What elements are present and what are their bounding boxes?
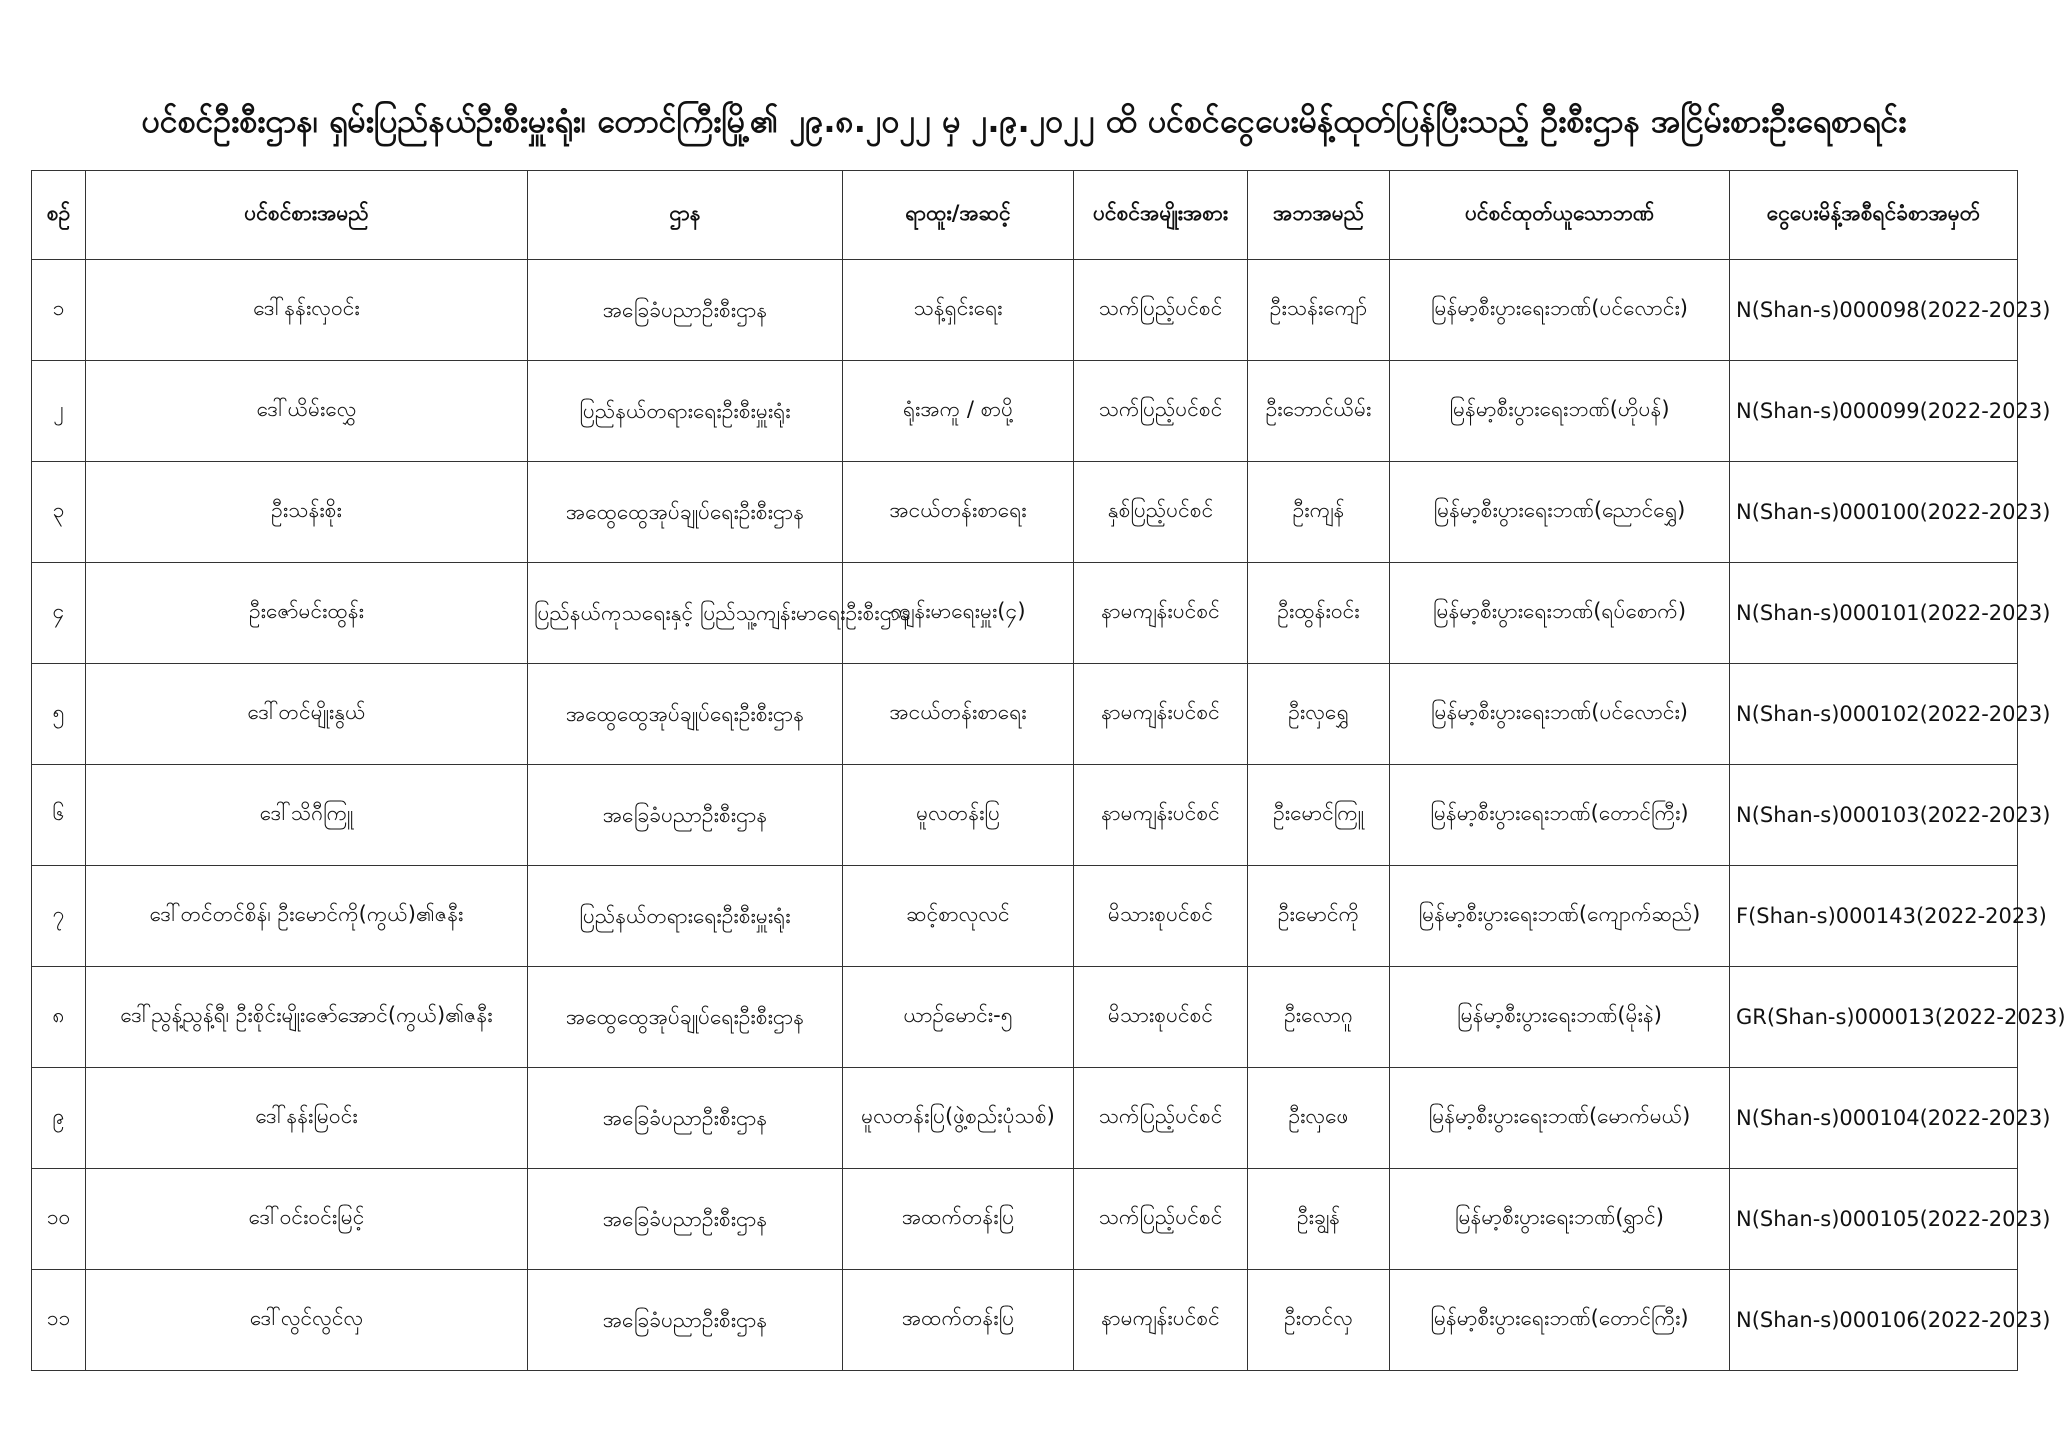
cell-dept: အခြေခံပညာဦးစီးဌာန [528,1068,843,1169]
table-row [32,1169,2018,1270]
cell-order-no: N(Shan-s)000105(2022-2023) [1730,1169,2018,1270]
cell-order-no: N(Shan-s)000104(2022-2023) [1730,1068,2018,1169]
table-row [32,866,2018,967]
cell-father: ဦးမောင်ကြူ [1248,765,1390,866]
cell-father: ဦးဘောင်ယိမ်း [1248,361,1390,462]
cell-pension-type: သက်ပြည့်ပင်စင် [1074,1068,1248,1169]
cell-pension-type: သက်ပြည့်ပင်စင် [1074,1169,1248,1270]
cell-dept: အခြေခံပညာဦးစီးဌာန [528,260,843,361]
cell-position: ယာဉ်မောင်း-၅ [843,967,1074,1068]
cell-no: ၆ [32,765,86,866]
cell-order-no: F(Shan-s)000143(2022-2023) [1730,866,2018,967]
cell-no: ၂ [32,361,86,462]
table-body [32,260,2066,1371]
cell-bank: မြန်မာ့စီးပွားရေးဘဏ်(ကျောက်ဆည်) [1390,866,1730,967]
cell-position: အငယ်တန်းစာရေး [843,462,1074,563]
cell-bank: မြန်မာ့စီးပွားရေးဘဏ်(တောင်ကြီး) [1390,765,1730,866]
cell-pension-type: နာမကျန်းပင်စင် [1074,765,1248,866]
table-row [32,462,2018,563]
cell-bank: မြန်မာ့စီးပွားရေးဘဏ်(မိုးနဲ) [1390,967,1730,1068]
cell-pension-type: မိသားစုပင်စင် [1074,967,1248,1068]
cell-bank: မြန်မာ့စီးပွားရေးဘဏ်(ပင်လောင်း) [1390,664,1730,765]
header-pension-type: ပင်စင်အမျိုးအစား [1074,171,1248,260]
cell-dept: အခြေခံပညာဦးစီးဌာန [528,1270,843,1371]
cell-name: ဒေါ်ညွန့်ညွန့်ရီ၊ ဦးစိုင်းမျိုးဇော်အောင်(ကွယ်)၏ဇနီး [86,967,528,1068]
pension-list-table [31,170,2066,1371]
cell-order-no: N(Shan-s)000100(2022-2023) [1730,462,2018,563]
cell-name: ဒေါ်သိဂီကြူ [86,765,528,866]
cell-name: ဒေါ်နန်းမြဝင်း [86,1068,528,1169]
cell-father: ဦးကျန် [1248,462,1390,563]
header-father: အဘအမည် [1248,171,1390,260]
cell-bank: မြန်မာ့စီးပွားရေးဘဏ်(ညောင်ရွှေ) [1390,462,1730,563]
cell-name: ဒေါ်ယိမ်းလွှေ [86,361,528,462]
cell-father: ဦးလှဖေ [1248,1068,1390,1169]
table-row [32,765,2018,866]
table-row [32,664,2018,765]
cell-dept: အခြေခံပညာဦးစီးဌာန [528,765,843,866]
cell-position: မူလတန်းပြ(ဖွဲ့စည်းပုံသစ်) [843,1068,1074,1169]
cell-no: ၈ [32,967,86,1068]
page-title: ပင်စင်ဦးစီးဌာန၊ ရှမ်းပြည်နယ်ဦးစီးမှူးရုံး၊ တောင်ကြီးမြို့၏ ၂၉.၈.၂၀၂၂ မှ ၂.၉.၂၀၂၂ ထိ ပင်စင်ငွေပေးမိန့်ထုတ်ပြန်ပြီးသည့် ဦးစီးဌာန အငြိမ်းစားဦးရေစာရင်း [141,102,1907,140]
cell-no: ၉ [32,1068,86,1169]
cell-father: ဦးထွန်းဝင်း [1248,563,1390,664]
header-order-no: ငွေပေးမိန့်အစီရင်ခံစာအမှတ် [1730,171,2018,260]
cell-pension-type: နှစ်ပြည့်ပင်စင် [1074,462,1248,563]
cell-position: ရုံးအကူ / စာပို့ [843,361,1074,462]
cell-bank: မြန်မာ့စီးပွားရေးဘဏ်(ပင်လောင်း) [1390,260,1730,361]
cell-order-no: N(Shan-s)000099(2022-2023) [1730,361,2018,462]
cell-name: ဦးသန်းစိုး [86,462,528,563]
cell-no: ၅ [32,664,86,765]
cell-bank: မြန်မာ့စီးပွားရေးဘဏ်(ရွှာင်) [1390,1169,1730,1270]
table-row [32,260,2018,361]
cell-father: ဦးလှရွှေ [1248,664,1390,765]
header-name: ပင်စင်စားအမည် [86,171,528,260]
table-row [32,361,2018,462]
cell-pension-type: နာမကျန်းပင်စင် [1074,1270,1248,1371]
cell-father: ဦးချွန် [1248,1169,1390,1270]
cell-position: အထက်တန်းပြ [843,1270,1074,1371]
header-position: ရာထူး/အဆင့် [843,171,1074,260]
cell-no: ၇ [32,866,86,967]
cell-dept: ပြည်နယ်ကုသရေးနှင့် ပြည်သူ့ကျန်းမာရေးဦးစီးဌာန [528,563,843,664]
cell-pension-type: မိသားစုပင်စင် [1074,866,1248,967]
cell-order-no: N(Shan-s)000102(2022-2023) [1730,664,2018,765]
header-bank: ပင်စင်ထုတ်ယူသောဘဏ် [1390,171,1730,260]
cell-no: ၁၁ [32,1270,86,1371]
cell-father: ဦးလောဂူ [1248,967,1390,1068]
table-row [32,1068,2018,1169]
cell-order-no: N(Shan-s)000103(2022-2023) [1730,765,2018,866]
cell-position: အငယ်တန်းစာရေး [843,664,1074,765]
table-row [32,1270,2018,1371]
cell-position: မူလတန်းပြ [843,765,1074,866]
table-row [32,967,2018,1068]
cell-position: သန့်ရှင်းရေး [843,260,1074,361]
cell-name: ဒေါ်လွင်လွင်လှ [86,1270,528,1371]
cell-pension-type: နာမကျန်းပင်စင် [1074,664,1248,765]
cell-bank: မြန်မာ့စီးပွားရေးဘဏ်(ရပ်စောက်) [1390,563,1730,664]
cell-dept: ပြည်နယ်တရားရေးဦးစီးမှူးရုံး [528,866,843,967]
cell-name: ဒေါ်ဝင်းဝင်းမြင့် [86,1169,528,1270]
cell-no: ၄ [32,563,86,664]
cell-name: ဒေါ်နန်းလှဝင်း [86,260,528,361]
header-dept: ဌာန [528,171,843,260]
cell-pension-type: နာမကျန်းပင်စင် [1074,563,1248,664]
cell-father: ဦးမောင်ကို [1248,866,1390,967]
cell-name: ဦးဇော်မင်းထွန်း [86,563,528,664]
cell-pension-type: သက်ပြည့်ပင်စင် [1074,361,1248,462]
cell-no: ၁ [32,260,86,361]
table-row [32,563,2018,664]
cell-name: ဒေါ်တင်မျိုးနွယ် [86,664,528,765]
cell-order-no: N(Shan-s)000106(2022-2023) [1730,1270,2018,1371]
cell-dept: အထွေထွေအုပ်ချုပ်ရေးဦးစီးဌာန [528,967,843,1068]
cell-bank: မြန်မာ့စီးပွားရေးဘဏ်(မောက်မယ်) [1390,1068,1730,1169]
cell-no: ၃ [32,462,86,563]
header-no: စဉ် [32,171,86,260]
cell-position: ကျန်းမာရေးမှူး(၄) [843,563,1074,664]
cell-position: ဆင့်စာလုလင် [843,866,1074,967]
table-header-row [32,171,2018,260]
cell-father: ဦးသန်းကျော် [1248,260,1390,361]
cell-father: ဦးတင်လှ [1248,1270,1390,1371]
cell-order-no: N(Shan-s)000101(2022-2023) [1730,563,2018,664]
cell-dept: အထွေထွေအုပ်ချုပ်ရေးဦးစီးဌာန [528,462,843,563]
cell-order-no: N(Shan-s)000098(2022-2023) [1730,260,2018,361]
cell-dept: အထွေထွေအုပ်ချုပ်ရေးဦးစီးဌာန [528,664,843,765]
cell-position: အထက်တန်းပြ [843,1169,1074,1270]
cell-dept: ပြည်နယ်တရားရေးဦးစီးမှူးရုံး [528,361,843,462]
cell-order-no: GR(Shan-s)000013(2022-2023) [1730,967,2018,1068]
cell-dept: အခြေခံပညာဦးစီးဌာန [528,1169,843,1270]
cell-pension-type: သက်ပြည့်ပင်စင် [1074,260,1248,361]
cell-name: ဒေါ်တင်တင်စိန်၊ ဦးမောင်ကို(ကွယ်)၏ဇနီး [86,866,528,967]
cell-bank: မြန်မာ့စီးပွားရေးဘဏ်(တောင်ကြီး) [1390,1270,1730,1371]
cell-no: ၁၀ [32,1169,86,1270]
cell-bank: မြန်မာ့စီးပွားရေးဘဏ်(ဟိုပန်) [1390,361,1730,462]
